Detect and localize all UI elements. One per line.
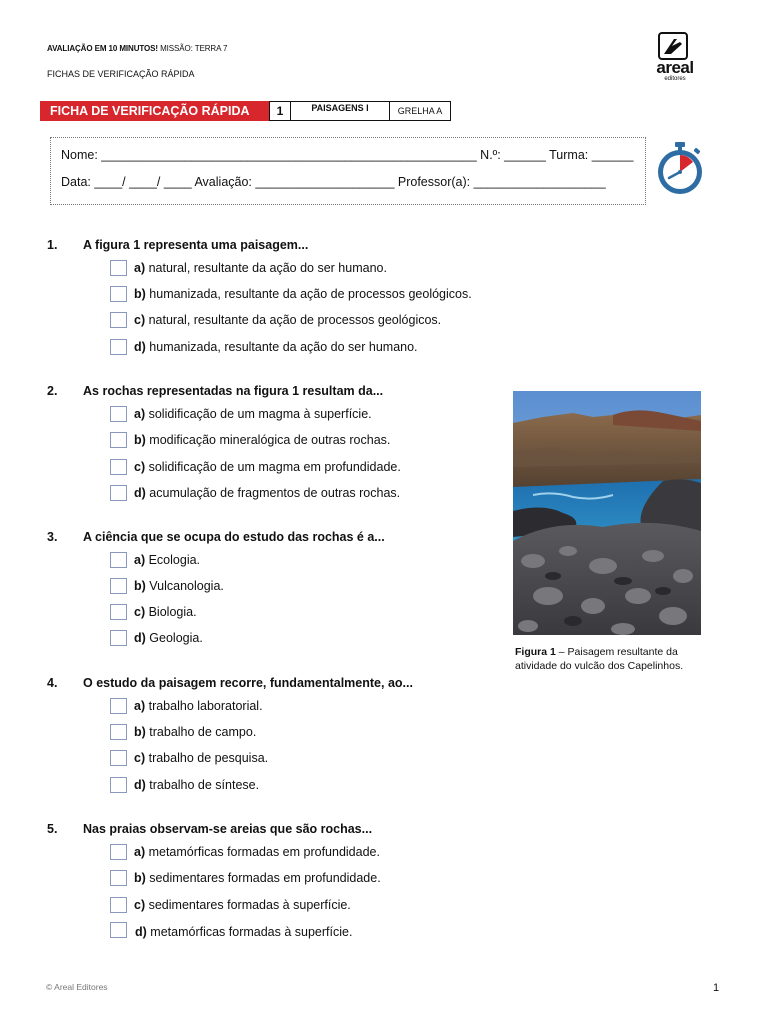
option-text: modificação mineralógica de outras rochas. [145, 433, 391, 447]
question-number: 5. [47, 822, 58, 836]
answer-checkbox[interactable] [110, 286, 127, 302]
option-text: natural, resultante da ação do ser humano. [145, 261, 387, 275]
figure-label: Figura 1 [515, 646, 556, 658]
option-letter: b) [134, 579, 146, 593]
option-text: solidificação de um magma em profundidade. [145, 460, 401, 474]
answer-checkbox[interactable] [110, 339, 127, 355]
answer-checkbox[interactable] [110, 870, 127, 886]
option-text: humanizada, resultante da ação do ser humano. [145, 340, 418, 354]
series-subtitle: FICHAS DE VERIFICAÇÃO RÁPIDA [47, 69, 195, 79]
option-text: natural, resultante da ação de processos geológicos. [145, 313, 442, 327]
option-letter: b) [134, 725, 146, 739]
copyright: © Areal Editores [46, 982, 108, 992]
option-text: humanizada, resultante da ação de processos geológicos. [145, 287, 472, 301]
date-evaluation-line[interactable]: Data: ____/ ____/ ____ Avaliação: ____________________ Professor(a): ___________________ [61, 175, 606, 189]
option-letter: c) [134, 313, 146, 327]
option-letter: b) [134, 871, 146, 885]
answer-checkbox[interactable] [110, 312, 127, 328]
answer-checkbox[interactable] [110, 406, 127, 422]
option-text: metamórficas formadas à superfície. [146, 925, 353, 939]
publisher-logo [646, 32, 704, 84]
answer-checkbox[interactable] [110, 777, 127, 793]
option-text: Geologia. [145, 631, 203, 645]
option-letter: a) [134, 553, 146, 567]
question-text: Nas praias observam-se areias que são rochas... [83, 822, 373, 836]
option-text: acumulação de fragmentos de outras rochas. [145, 486, 401, 500]
option-letter: d) [134, 486, 146, 500]
answer-checkbox[interactable] [110, 630, 127, 646]
stopwatch-icon [655, 140, 705, 196]
answer-checkbox[interactable] [110, 260, 127, 276]
option-text: sedimentares formadas à superfície. [145, 898, 351, 912]
answer-checkbox[interactable] [110, 432, 127, 448]
figure-photo [513, 391, 701, 635]
student-info-box [50, 137, 646, 205]
option-letter: c) [134, 898, 146, 912]
series-mission: MISSÃO: TERRA 7 [160, 44, 228, 53]
option-text: trabalho de campo. [145, 725, 257, 739]
option-text: Vulcanologia. [145, 579, 224, 593]
option-text: Ecologia. [145, 553, 201, 567]
option-text: trabalho de pesquisa. [145, 751, 269, 765]
question-number: 3. [47, 530, 58, 544]
option-text: Biologia. [145, 605, 197, 619]
question-number: 2. [47, 384, 58, 398]
answer-checkbox[interactable] [110, 750, 127, 766]
option-text: trabalho de síntese. [145, 778, 260, 792]
option-letter: d) [134, 631, 146, 645]
worksheet-title-bar [40, 101, 451, 121]
question-text: A ciência que se ocupa do estudo das rochas é a... [83, 530, 385, 544]
logo-word: areal [656, 58, 694, 77]
answer-checkbox[interactable] [110, 724, 127, 740]
logo-sub: editores [664, 76, 686, 82]
question-number: 1. [47, 238, 58, 252]
figure-caption-text: – Paisagem resultante da atividade do vulcão dos Capelinhos. [515, 646, 684, 672]
figure-caption [515, 645, 710, 673]
option-text: trabalho laboratorial. [145, 699, 263, 713]
student-name-line[interactable]: Nome: ______________________________________________________ N.º: ______ Turma: ______ [61, 148, 634, 162]
option-letter: d) [134, 340, 146, 354]
option-letter: d) [134, 778, 146, 792]
option-letter: b) [134, 433, 146, 447]
question-number: 4. [47, 676, 58, 690]
logo-mark-icon [658, 32, 688, 60]
option-text: sedimentares formadas em profundidade. [145, 871, 381, 885]
option-letter: d) [135, 925, 147, 939]
series-title: AVALIAÇÃO EM 10 MINUTOS! [47, 44, 158, 53]
answer-checkbox[interactable] [110, 844, 127, 860]
question-text: As rochas representadas na figura 1 resultam da... [83, 384, 384, 398]
option-letter: c) [134, 460, 146, 474]
option-letter: a) [134, 261, 146, 275]
answer-checkbox[interactable] [110, 485, 127, 501]
option-letter: c) [134, 751, 146, 765]
worksheet-grid: GRELHA A [389, 101, 451, 121]
worksheet-topic: PAISAGENS I [290, 101, 390, 121]
answer-checkbox[interactable] [110, 578, 127, 594]
option-letter: a) [134, 699, 146, 713]
page-number: 1 [713, 982, 720, 994]
worksheet-title: FICHA DE VERIFICAÇÃO RÁPIDA [40, 101, 269, 121]
option-letter: b) [134, 287, 146, 301]
question-text: A figura 1 representa uma paisagem... [83, 238, 309, 252]
series-heading [47, 44, 227, 53]
answer-checkbox[interactable] [110, 552, 127, 568]
question-text: O estudo da paisagem recorre, fundamentalmente, ao... [83, 676, 413, 690]
option-letter: a) [134, 845, 146, 859]
answer-checkbox[interactable] [110, 604, 127, 620]
answer-checkbox[interactable] [110, 922, 127, 938]
option-text: solidificação de um magma à superfície. [145, 407, 372, 421]
answer-checkbox[interactable] [110, 698, 127, 714]
option-letter: a) [134, 407, 146, 421]
answer-checkbox[interactable] [110, 459, 127, 475]
option-text: metamórficas formadas em profundidade. [145, 845, 380, 859]
option-letter: c) [134, 605, 146, 619]
answer-checkbox[interactable] [110, 897, 127, 913]
worksheet-number: 1 [269, 101, 291, 121]
